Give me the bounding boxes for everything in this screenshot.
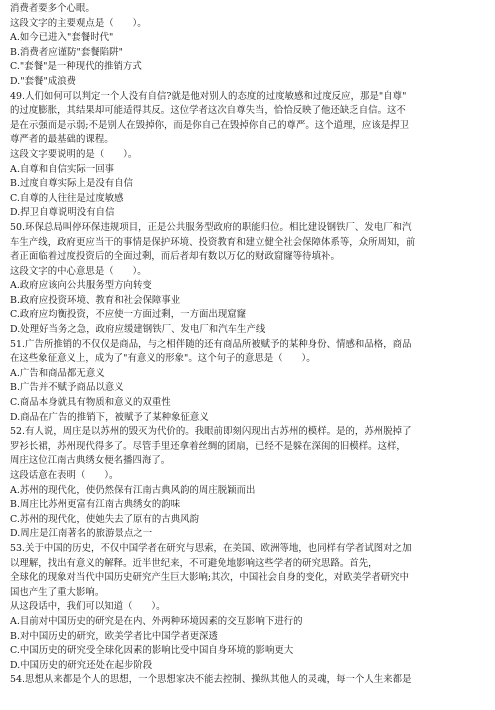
question-53-text: 全球化的现象对当代中国历史研究产生巨大影响;其次，中国社会自身的变化，对欧美学者研究中 bbox=[10, 572, 410, 584]
question-53-text: 53.关于中国的历史，不仅中国学者在研究与思索，在美国、欧洲等地，也同样有学者试图对之加 bbox=[10, 542, 412, 554]
option-a: A.自尊和自信实际一回事 bbox=[10, 163, 115, 175]
question-49-text: 的过度膨胀，其结果却可能适得其反。这位学者这次自尊失当，恰恰反映了他还缺乏自信。这不 bbox=[10, 105, 406, 117]
option-c: C.中国历史的研究受全球化因素的影响比受中国自身环境的影响更大 bbox=[10, 645, 294, 657]
question-52-text: 周庄这位江南古典绣女便名播四海了。 bbox=[10, 455, 171, 467]
option-b: B.对中国历史的研究，欧美学者比中国学者更深透 bbox=[10, 630, 218, 642]
option-b: B.政府应投资环境、教育和社会保障事业 bbox=[10, 294, 181, 306]
question-49-text: 是在示强而是示弱;不是别人在毁掉你，而是你自己在毁掉你自己的尊严。这个道理，应该是捍卫 bbox=[10, 119, 410, 131]
option-a: A.政府应该向公共服务型方向转变 bbox=[10, 280, 152, 292]
option-c: C.自尊的人往往是过度敏感 bbox=[10, 192, 124, 204]
option-c: C."套餐"是一种现代的推销方式 bbox=[10, 61, 142, 73]
question-prompt: 这段话意在表明（ ）。 bbox=[10, 470, 119, 481]
option-d: D.商品在广告的推销下，被赋予了某种象征意义 bbox=[10, 411, 209, 423]
question-49-text: 尊严者的最基础的课程。 bbox=[10, 134, 114, 146]
question-49-text: 49.人们如何可以判定一个人没有自信?就是他对别人的态度的过度敏感和过度反应，那是"自尊" bbox=[10, 90, 407, 102]
option-b: B.消费者应谨防"套餐陷阱" bbox=[10, 46, 123, 58]
option-d: D.捍卫自尊说明没有自信 bbox=[10, 207, 115, 219]
text-line: 消费者要多个心眼。 bbox=[10, 3, 95, 14]
question-52-text: 罗衫长裙，苏州现代得多了。尽管手里还拿着丝绸的团扇，已经不是躲在深闺的旧模样。这样， bbox=[10, 440, 406, 452]
question-prompt: 这段文字要说明的是（ ）。 bbox=[10, 148, 138, 160]
option-b: B.周庄比苏州更富有江南古典绣女的韵味 bbox=[10, 499, 181, 511]
option-b: B.广告并不赋予商品以意义 bbox=[10, 382, 124, 394]
question-50-text: 50.环保总局叫停环保违规项目，正是公共服务型政府的职能归位。相比建设钢铁厂、发电厂和汽 bbox=[10, 221, 412, 233]
option-c: C.苏州的现代化，使她失去了原有的古典风韵 bbox=[10, 513, 199, 525]
question-52-text: 52.有人说，周庄是以苏州的毁灭为代价的。我眼前即刻闪现出古苏州的模样。是的，苏州脱掉了 bbox=[10, 426, 412, 438]
option-a: A.目前对中国历史的研究是在内、外两种环境因素的交互影响下进行的 bbox=[10, 615, 303, 627]
question-50-text: 车生产线，政府更应当干的事情是保护环境、投资教育和建立健全社会保障体系等，众所周知，前 bbox=[10, 236, 416, 248]
question-prompt: 从这段话中，我们可以知道（ ）。 bbox=[10, 601, 166, 613]
option-c: C.商品本身就具有物质和意义的双重性 bbox=[10, 397, 171, 409]
option-d: D."套餐"成浪费 bbox=[10, 75, 77, 87]
question-prompt: 这段文字的中心意思是（ ）。 bbox=[10, 265, 147, 277]
option-a: A.如今已进入"套餐时代" bbox=[10, 32, 114, 44]
option-a: A.广告和商品都无意义 bbox=[10, 367, 105, 379]
question-51-text: 51.广告所推销的不仅仅是商品，与之相伴随的还有商品所被赋予的某种身份、情感和品格，商品 bbox=[10, 338, 412, 350]
question-prompt: 这段文字的主要观点是（ ）。 bbox=[10, 17, 147, 29]
question-53-text: 以理解，找出有意义的解释。近半世纪来，不可避免地影响这些学者的研究思路。首先， bbox=[10, 557, 378, 569]
option-d: D.中国历史的研究还处在起步阶段 bbox=[10, 659, 153, 671]
option-b: B.过度自尊实际上是没有自信 bbox=[10, 178, 134, 190]
question-54-text: 54.思想从来都是个人的思想，一个思想家决不能去控制、操纵其他人的灵魂，每一个人生来都是 bbox=[10, 674, 412, 686]
question-53-text: 国也产生了重大影响。 bbox=[10, 586, 105, 598]
question-50-text: 者正面临着过度投资后的全面过剩，而后者却有数以万亿的财政窟窿等待填补。 bbox=[10, 251, 340, 263]
option-a: A.苏州的现代化，使仍然保有江南古典风韵的周庄脱颖而出 bbox=[10, 484, 256, 496]
option-d: D.周庄是江南著名的旅游景点之一 bbox=[10, 528, 153, 540]
question-51-text: 在这些象征意义上，成为了"有意义的形象"。这个句子的意思是（ ）。 bbox=[10, 353, 316, 365]
option-c: C.政府应均衡投资，不应使一方面过剩，一方面出现窟窿 bbox=[10, 309, 247, 321]
option-d: D.处理好当务之急，政府应缓建钢铁厂、发电厂和汽车生产线 bbox=[10, 324, 266, 336]
